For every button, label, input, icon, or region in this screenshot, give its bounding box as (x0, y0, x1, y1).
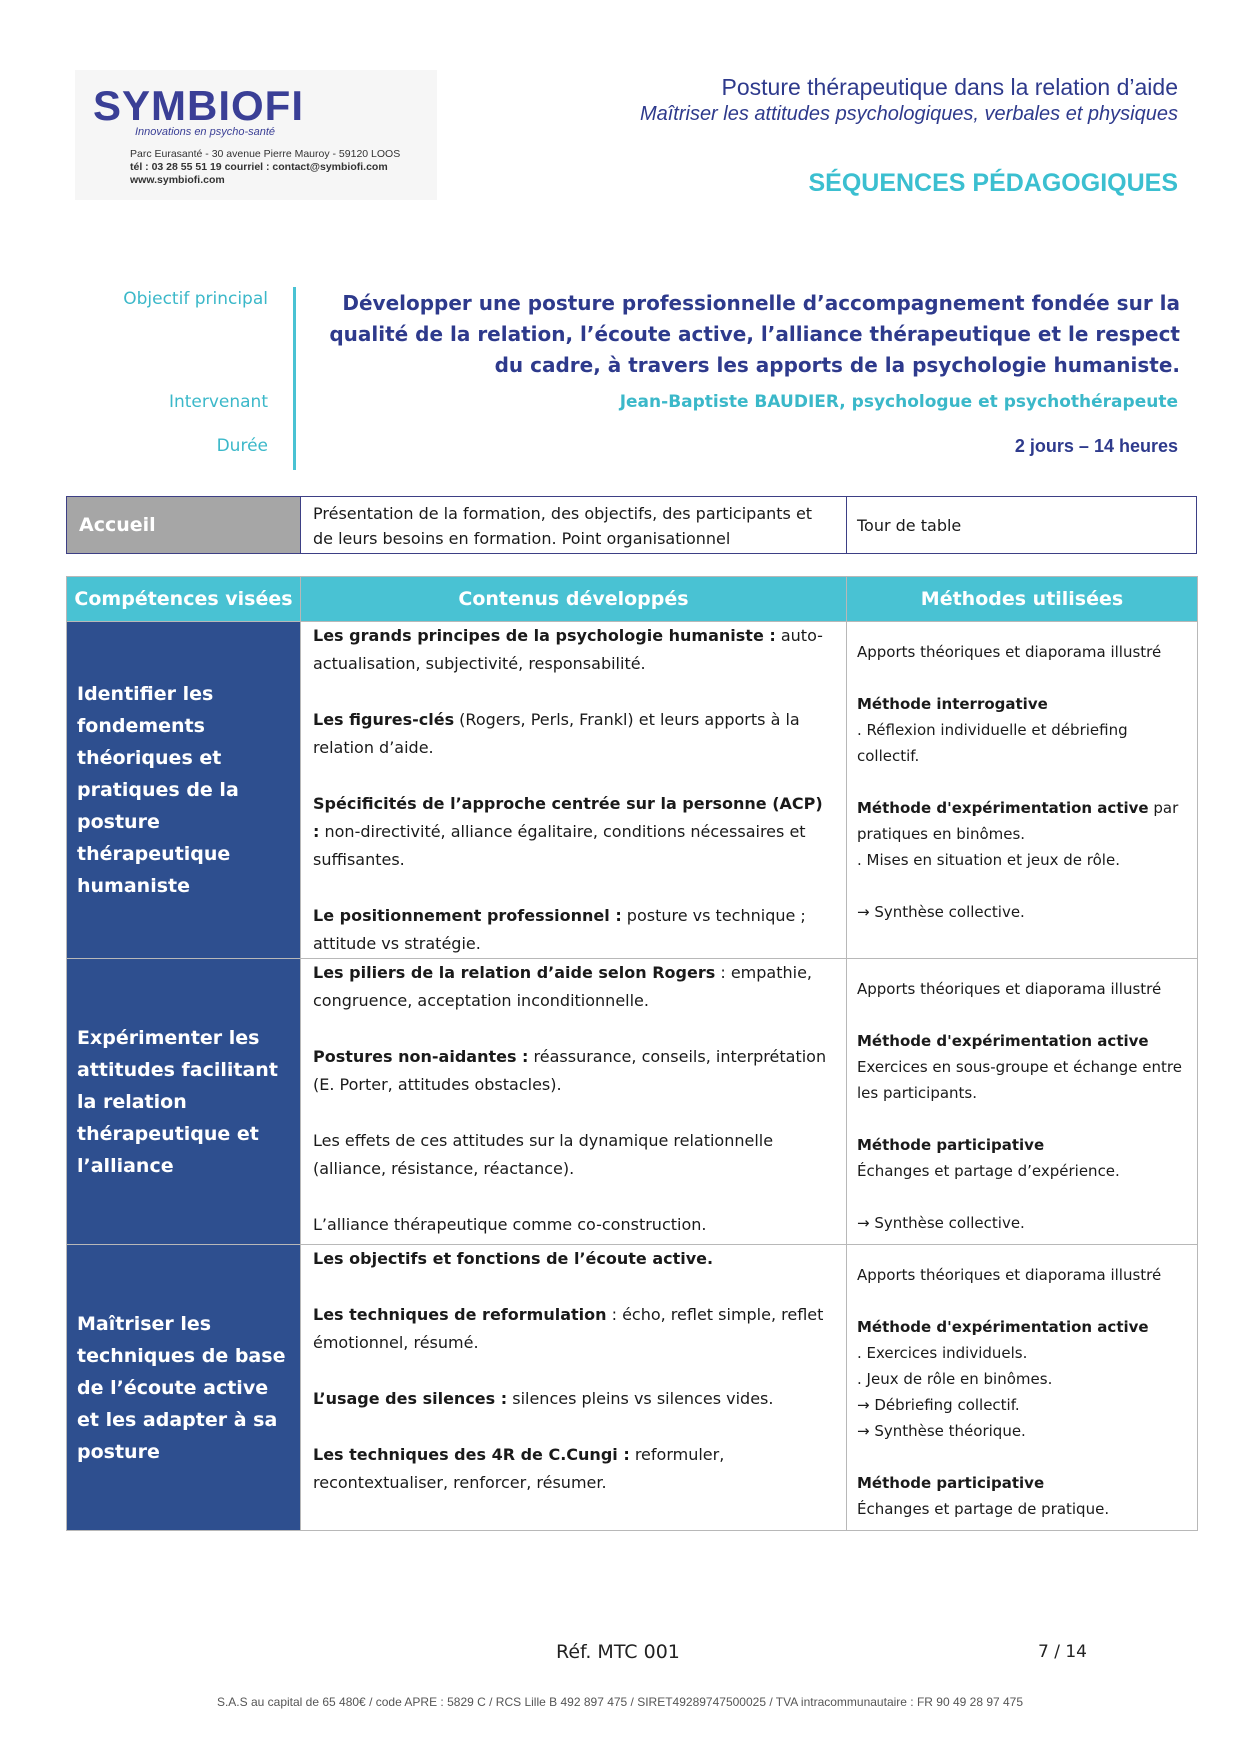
methods-cell (847, 1245, 1198, 1531)
document-subtitle: Maîtriser les attitudes psychologiques, verbales et physiques (639, 103, 1178, 125)
welcome-label: Accueil (67, 497, 301, 553)
page-number: 7 / 14 (1038, 1642, 1087, 1662)
contents-cell (301, 959, 847, 1245)
content-item: Les techniques des 4R de C.Cungi : reformuler, recontextualiser, renforcer, résumer. (313, 1445, 725, 1492)
table-row (67, 1245, 1198, 1531)
method-item: Méthode d'expérimentation active par pratiques en binômes. . Mises en situation et jeux de rôle. (857, 799, 1179, 869)
content-item: Postures non-aidantes : réassurance, conseils, interprétation (E. Porter, attitudes obstacles). (313, 1047, 827, 1094)
method-item: Apports théoriques et diaporama illustré (857, 643, 1162, 661)
content-item: Spécificités de l’approche centrée sur la personne (ACP) : non-directivité, alliance égalitaire, conditions nécessaires et suffisantes. (313, 794, 823, 869)
welcome-method: Tour de table (857, 515, 962, 535)
duration-label: Durée (216, 436, 268, 456)
logo-address-block (130, 148, 400, 187)
method-item: Méthode d'expérimentation active Exercices en sous-groupe et échange entre les participants. (857, 1032, 1182, 1102)
welcome-table (66, 496, 1197, 554)
objective-text: Développer une posture professionnelle d’accompagnement fondée sur la qualité de la relation, l’écoute active, l’alliance thérapeutique et le respect du cadre, à travers les apports de la psychologie humaniste. (329, 291, 1180, 377)
table-row (67, 622, 1198, 959)
method-item: Méthode d'expérimentation active . Exercices individuels. . Jeux de rôle en binômes. → Débriefing collectif. → Synthèse théorique. (857, 1318, 1149, 1440)
methods-cell (847, 959, 1198, 1245)
welcome-content: Présentation de la formation, des objectifs, des participants et de leurs besoins en formation. Point organisationnel (301, 497, 847, 553)
content-item: Les piliers de la relation d’aide selon Rogers : empathie, congruence, acceptation inconditionnelle. (313, 963, 812, 1010)
section-heading: SÉQUENCES PÉDAGOGIQUES (808, 169, 1178, 197)
company-logo (75, 70, 437, 200)
column-header: Méthodes utilisées (847, 577, 1198, 622)
methods-cell (847, 622, 1198, 959)
method-item: Apports théoriques et diaporama illustré (857, 1266, 1162, 1284)
column-header: Compétences visées (67, 577, 301, 622)
content-item: Les effets de ces attitudes sur la dynamique relationnelle (alliance, résistance, réactance). (313, 1131, 774, 1178)
document-title: Posture thérapeutique dans la relation d’aide (721, 74, 1178, 100)
summary-divider (293, 287, 296, 470)
speaker-label: Intervenant (168, 392, 268, 412)
content-item: Les objectifs et fonctions de l’écoute active. (313, 1249, 714, 1268)
content-item: L’usage des silences : silences pleins vs silences vides. (313, 1389, 774, 1408)
method-item: Méthode participative Échanges et partage de pratique. (857, 1474, 1110, 1518)
method-item: Méthode participative Échanges et partage d’expérience. (857, 1136, 1120, 1180)
content-item: Les techniques de reformulation : écho, reflet simple, reflet émotionnel, résumé. (313, 1305, 824, 1352)
table-row (67, 959, 1198, 1245)
table-header-row (67, 577, 1198, 622)
duration-text: 2 jours – 14 heures (1014, 436, 1178, 456)
competence-cell: Expérimenter les attitudes facilitant la relation thérapeutique et l’alliance (67, 959, 301, 1245)
competence-cell: Identifier les fondements théoriques et pratiques de la posture thérapeutique humaniste (67, 622, 301, 959)
objective-label: Objectif principal (123, 289, 268, 309)
content-item: Les figures-clés (Rogers, Perls, Frankl) et leurs apports à la relation d’aide. (313, 710, 800, 757)
contents-cell (301, 622, 847, 959)
content-item: Le positionnement professionnel : posture vs technique ; attitude vs stratégie. (313, 906, 806, 953)
sequences-table (66, 576, 1198, 1531)
method-item: Méthode interrogative . Réflexion individuelle et débriefing collectif. (857, 695, 1128, 765)
content-item: Les grands principes de la psychologie humaniste : auto-actualisation, subjectivité, responsabilité. (313, 626, 823, 673)
speaker-text: Jean-Baptiste BAUDIER, psychologue et psychothérapeute (619, 392, 1178, 412)
logo-tagline: Innovations en psycho-santé (135, 126, 276, 138)
method-item: → Synthèse collective. (857, 903, 1025, 921)
competence-cell: Maîtriser les techniques de base de l’écoute active et les adapter à sa posture (67, 1245, 301, 1531)
document-reference: Réf. MTC 001 (556, 1641, 680, 1663)
logo-wordmark: SYMBIOFI (93, 82, 305, 129)
contents-cell (301, 1245, 847, 1531)
content-item: L’alliance thérapeutique comme co-construction. (313, 1215, 707, 1234)
logo-web: www.symbiofi.com (130, 174, 225, 186)
logo-contact: tél : 03 28 55 51 19 courriel : contact@symbiofi.com (130, 161, 388, 173)
method-item: Apports théoriques et diaporama illustré (857, 980, 1162, 998)
column-header: Contenus développés (301, 577, 847, 622)
legal-notice: S.A.S au capital de 65 480€ / code APRE : 5829 C / RCS Lille B 492 897 475 / SIRET49289747500025 / TVA intracommunautaire : FR 90 49 28 97 475 (216, 1695, 1024, 1709)
method-item: → Synthèse collective. (857, 1214, 1025, 1232)
logo-address: Parc Eurasanté - 30 avenue Pierre Mauroy - 59120 LOOS (130, 148, 401, 160)
